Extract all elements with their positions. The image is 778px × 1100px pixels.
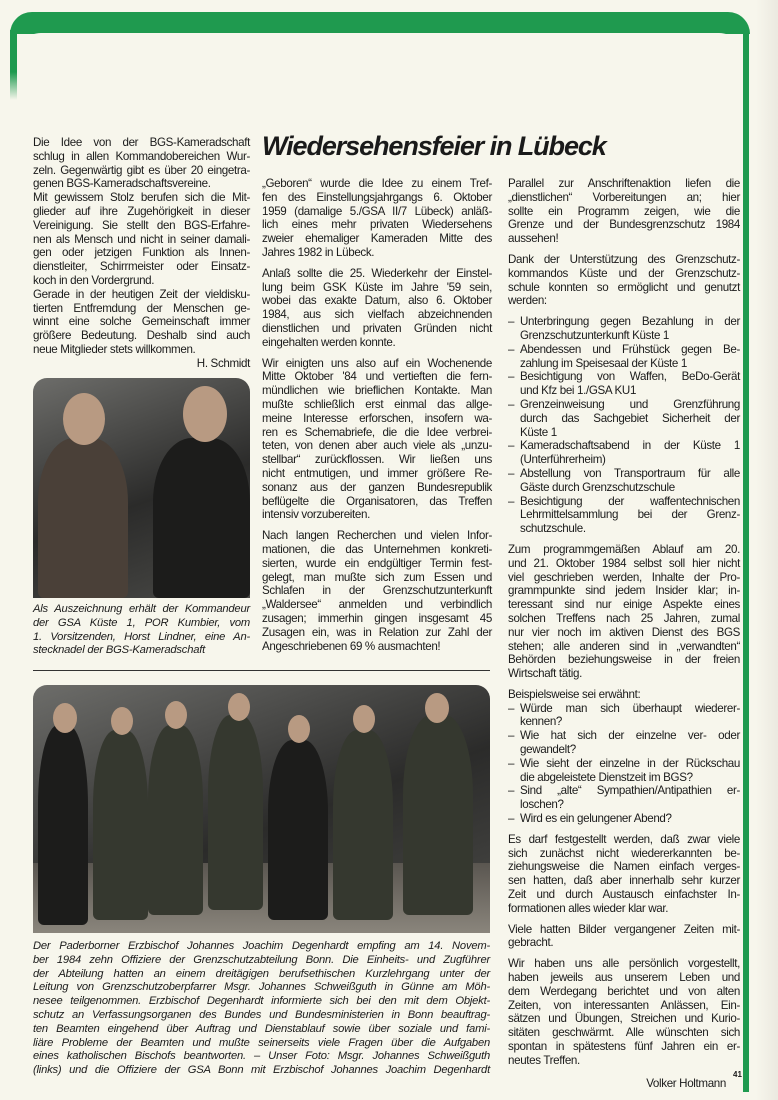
list-item [508, 495, 740, 536]
text-line: schlug in allen Kommandobereichen Wur- [33, 149, 250, 163]
text-line: sich zunächst nicht wiedererkannten be- [508, 846, 740, 860]
text-line: Gerade in der heutigen Zeit der vieldisku- [33, 287, 250, 301]
text-line: Kameradschaftsabend in der Küste 1 [520, 439, 740, 453]
text-line: „Geboren“ wurde die Idee zu einem Tref- [262, 177, 492, 190]
list-item [508, 757, 740, 785]
paragraph [508, 543, 740, 681]
text-line: sollte ein Programm zeigen, wie die [508, 204, 740, 218]
text-line: meine Interesse erforschen, insofern wa- [262, 411, 492, 425]
text-line: kennen? [520, 715, 563, 729]
text-line: Anlaß sollte die 25. Wiederkehr der Einstel- [262, 266, 492, 280]
text-line: beflügelte die Organisatoren, das Treffen [262, 494, 492, 508]
list-item [508, 784, 740, 812]
text-line: Besichtigung von Waffen, BeDo-Gerät [520, 370, 740, 384]
text-line: neue Mitglieder stets willkommen. [33, 342, 196, 356]
text-line: Gäste durch Grenzschutzschule [520, 480, 675, 494]
text-line: dienstleiter, Schirrmeister oder Einsatz- [33, 260, 250, 274]
text-line: und Kfz bei 1./GSA KU1 [520, 384, 637, 398]
list-dash: – [508, 701, 515, 715]
page-number: 41 [733, 1070, 742, 1079]
text-line: Wird es ein gelungener Abend? [520, 812, 672, 826]
text-line: zweier ehemaliger Kameraden Mitte des [262, 232, 492, 246]
text-line: Behörden beziehungsweise in der freien [508, 653, 740, 667]
text-line: Wir einigten uns also auf ein Wochenende [262, 356, 492, 370]
scan-edge [756, 0, 778, 1100]
text-line: Vereinigung. Sie stellt den BGS-Erfahre- [33, 218, 250, 232]
list-dash: – [508, 315, 515, 329]
paragraph [262, 267, 492, 350]
divider [33, 670, 490, 671]
article-column-middle [262, 177, 492, 660]
list-item [508, 702, 740, 730]
text-line: Abstellung von Transportraum für alle [520, 466, 740, 480]
text-line: Grenzschutzunterkunft Küste 1 [520, 328, 670, 342]
text-line: sitäten geschwärmt. Alle wünschten sich [508, 1026, 740, 1040]
paragraph [33, 136, 250, 191]
caption-line: schutz an Verfassungsorganen des Bundes und Bundesministerien in Bonn beauftrag- [33, 1008, 490, 1021]
article-title: Wiedersehensfeier in Lübeck [262, 131, 606, 161]
text-line: Parallel zur Anschriftenaktion liefen die [508, 177, 740, 190]
text-line: loschen? [520, 798, 564, 812]
green-frame-inner [17, 33, 743, 93]
list-dash: – [508, 812, 515, 826]
text-line: die abgeleistete Dienstzeit im BGS? [520, 770, 693, 784]
text-line: haben jeweils aus unserem Leben und [508, 971, 740, 985]
paragraph [508, 923, 740, 951]
list-dash: – [508, 756, 515, 770]
text-line: stehen; alle anderen sind in „verwandten“ [508, 639, 740, 653]
paragraph [262, 529, 492, 653]
text-line: werden: [508, 294, 547, 308]
text-line: Unterbringung gegen Bezahlung in der [520, 315, 740, 329]
text-line: stellbar“ zurückflossen. Wir ließen uns [262, 453, 492, 467]
caption-line: stecknadel der BGS-Kameradschaft [33, 644, 206, 657]
text-line: Nach langen Recherchen und vielen Infor- [262, 529, 492, 543]
text-line: 1959 (damalige 5./GSA II/7 Lübeck) anläß- [262, 204, 492, 218]
text-line: intensiv vorzubereiten. [262, 508, 370, 522]
list-item [508, 315, 740, 343]
text-line: gen oder jetzigen Funktion als Innen- [33, 246, 250, 260]
group-photo-caption [33, 939, 490, 1077]
list-dash: – [508, 342, 515, 356]
text-line: gewandelt? [520, 743, 576, 757]
text-line: solchen Treffens nach 25 Jahren, zumal [508, 611, 740, 625]
list-item [508, 812, 740, 826]
intro-signature: H. Schmidt [196, 356, 250, 370]
text-line: kommandos Küste und der Grenzschutz- [508, 266, 740, 280]
text-line: und 21. Oktober 1984 selbst soll hier nicht [508, 556, 740, 570]
text-line: Dank der Unterstützung des Grenzschutz- [508, 252, 740, 266]
text-line: Zeit und durch Austausch einfachster In- [508, 888, 740, 902]
caption-line: liäre Probleme der Beamten und mußte seinerseits viele Fragen über die Aufgaben [33, 1036, 490, 1049]
caption-line: 1. Vorsitzenden, Horst Lindner, eine An- [33, 630, 250, 643]
text-line: teressant sind nur einige Aspekte eines [508, 598, 740, 612]
text-line: Küste 1 [520, 425, 557, 439]
text-line: viel geschrieben werden, Inhalte der Pro- [508, 570, 740, 584]
text-line: schule konnten so ermöglicht und genutzt [508, 280, 740, 294]
text-line: Angeschriebenen 69 % ausmachten! [262, 639, 441, 653]
text-line: zahlung im Speisesaal der Küste 1 [520, 356, 687, 370]
list-item [508, 729, 740, 757]
list-dash: – [508, 729, 515, 743]
caption-line: Als Auszeichnung erhält der Kommandeur [33, 603, 250, 615]
caption-line: der GSA Küste 1, POR Kumbier, vom [33, 616, 250, 629]
list-dash: – [508, 370, 515, 384]
paragraph [262, 357, 492, 523]
text-line: „dienstlichen“ Vorbereitungen an; hier [508, 190, 740, 204]
text-line: Grenze und der Bundesgrenzschutz 1984 [508, 218, 740, 232]
list-item [508, 370, 740, 398]
list-dash: – [508, 494, 515, 508]
text-line: sen hatten, daß aber innerhalb sehr kurzer [508, 874, 740, 888]
text-line: Besichtigung der waffentechnischen [520, 494, 740, 508]
text-line: koch in den Vordergrund. [33, 273, 155, 287]
text-line: ren es Schemabriefe, die die Idee verbrei- [262, 425, 492, 439]
list-dash: – [508, 397, 515, 411]
green-frame-top [10, 12, 750, 34]
green-frame-right [743, 30, 749, 1092]
text-line: mündlichen wie brieflichen Kontakte. Man [262, 384, 492, 398]
text-line: größere Bedeutung. Deshalb sind auch [33, 329, 250, 343]
text-line: Wie hat sich der einzelne ver- oder [520, 729, 740, 743]
text-line: Beispielsweise sei erwähnt: [508, 687, 641, 701]
text-line: lich eines mehr privaten Wiedersehens [262, 218, 492, 232]
text-line: Abendessen und Frühstück gegen Be- [520, 342, 740, 356]
text-line: eingehalten werden konnte. [262, 335, 396, 349]
text-line: sonanz aus der ganzen Bundesrepublik [262, 480, 492, 494]
text-line: zeln. Gegenwärtig gibt es über 20 eingetra- [33, 163, 250, 177]
text-line: sätzen und Übungen, Streichen und Kurio- [508, 1012, 740, 1026]
text-line: gelegt, man mußte sich zum Essen und [262, 570, 492, 584]
paragraph [33, 191, 250, 288]
text-line: lung beim GSK Küste im Jahre '59 sein, [262, 280, 492, 294]
text-line: 1984, aus sich vielfach abzeichnenden [262, 308, 492, 322]
text-line: aussehen! [508, 232, 559, 246]
text-line: „Waldersee“ anmelden und verbindlich [262, 598, 492, 612]
text-line: dem Werdegang berichtet und von alten [508, 984, 740, 998]
text-line: Wir haben uns alle persönlich vorgestellt, [508, 957, 740, 971]
list-item [508, 467, 740, 495]
text-line: gebracht. [508, 936, 554, 950]
text-line: wobei das exakte Datum, also 6. Oktober [262, 294, 492, 308]
paragraph [508, 957, 740, 1067]
text-line: fen des Einstellungsjahrgangs 6. Oktober [262, 190, 492, 204]
list-item [508, 398, 740, 439]
text-line: winnt eine solche Gemeinschaft immer [33, 315, 250, 329]
text-line: nen als Mensch und nicht in seiner damali- [33, 232, 250, 246]
article-author: Volker Holtmann [646, 1076, 726, 1090]
text-line: Die Idee von der BGS-Kameradschaft [33, 136, 250, 149]
text-line: Mitte Oktober '84 und vertieften die fern- [262, 370, 492, 384]
text-line: sierten, wurde ein endgültiger Termin fest- [262, 556, 492, 570]
text-line: Würde man sich überhaupt wiederer- [520, 701, 740, 715]
green-frame-left [10, 30, 17, 100]
list-item [508, 439, 740, 467]
paragraph [33, 288, 250, 357]
text-line: grammpunkte sind jedem Insider klar; in- [508, 584, 740, 598]
paragraph [508, 833, 740, 916]
paragraph [508, 688, 740, 702]
caption-line: ten Beamten eingehend über Auftrag und Dienstablauf sowie über soziale und fami- [33, 1022, 490, 1035]
award-photo [33, 378, 250, 598]
text-line: tierten Entfremdung der Menschen ge- [33, 301, 250, 315]
group-photo [33, 685, 490, 933]
list-dash: – [508, 466, 515, 480]
text-line: ziehungsweise die Namen einfach verges- [508, 860, 740, 874]
text-line: spontan in spätestens fünf Jahren ein er- [508, 1040, 740, 1054]
text-line: Lehrmittelsammlung bei der Grenz- [520, 508, 740, 522]
text-line: Wirtschaft tätig. [508, 667, 582, 681]
text-line: Sind „alte“ Sympathien/Antipathien er- [520, 784, 740, 798]
text-line: Zum programmgemäßen Ablauf am 20. [508, 542, 740, 556]
text-line: Es darf festgestellt werden, daß zwar viele [508, 832, 740, 846]
list-item [508, 343, 740, 371]
caption-line: der Abteilung hatten an einem dreitägigen berufsethischen Kurzlehrgang unter der [33, 967, 490, 980]
text-line: schutzschule. [520, 522, 586, 536]
text-line: mationen, die das Unternehmen konkreti- [262, 542, 492, 556]
paragraph [262, 177, 492, 260]
intro-column [33, 136, 250, 371]
text-line: genen BGS-Kameradschaftsvereine. [33, 177, 211, 191]
text-line: glieder auf ihre Zugehörigkeit in dieser [33, 204, 250, 218]
text-line: zusagen; immerhin gingen insgesamt 45 [262, 611, 492, 625]
list-dash: – [508, 439, 515, 453]
text-line: nur vier noch im aktiven Dienst des BGS [508, 625, 740, 639]
award-photo-caption [33, 603, 250, 658]
caption-line: Der Paderborner Erzbischof Johannes Joachim Degenhardt empfing am 14. Novem- [33, 940, 490, 952]
text-line: neutes Treffen. [508, 1053, 580, 1067]
text-line: Jahres 1982 in Lübeck. [262, 245, 375, 259]
paragraph [508, 253, 740, 308]
caption-line: ber 1984 zehn Offiziere der Grenzschutzabteilung Bonn. Die Einheits- und Zugführer [33, 953, 490, 966]
text-line: Grenzeinweisung und Grenzführung [520, 397, 740, 411]
text-line: Mit gewissem Stolz berufen sich die Mit- [33, 191, 250, 205]
text-line: mußte schließlich erst einmal das allge- [262, 397, 492, 411]
text-line: Zeiten, von interessanten Anlässen, Ein- [508, 998, 740, 1012]
text-line: (Unterführerheim) [520, 453, 606, 467]
list-dash: – [508, 784, 515, 798]
caption-line: eines katholischen Bischofs beantworten. – Unser Foto: Msgr. Johannes Schweißguth [33, 1050, 490, 1063]
text-line: Zusagen ein, was in Relation zur Zahl der [262, 625, 492, 639]
text-line: durch das Sachgebiet Sicherheit der [520, 411, 740, 425]
paragraph [508, 177, 740, 246]
text-line: Viele hatten Bilder vergangener Zeiten mit- [508, 922, 740, 936]
text-line: formationen alles wieder klar war. [508, 901, 669, 915]
text-line: dienstlichen und privaten Gründen nicht [262, 321, 492, 335]
article-column-right [508, 177, 740, 1090]
text-line: Schlafen in der Grenzschutzunterkunft [262, 584, 492, 598]
text-line: Wie sieht der einzelne in der Rückschau [520, 756, 740, 770]
text-line: teten, von denen aber auch viele als „unzu- [262, 439, 492, 453]
text-line: nicht entmutigen, und immer größere Re- [262, 466, 492, 480]
caption-line: (links) und die Offiziere der GSA Bonn mit Erzbischof Johannes Joachim Degenhardt [33, 1064, 490, 1077]
caption-line: Leitung von Grenzschutzoberpfarrer Msgr. Johannes Schweißguth in Günne am Möh- [33, 981, 490, 994]
caption-line: nesee teilgenommen. Erzbischof Degenhardt informierte sich bei den mit dem Objekt- [33, 995, 490, 1008]
